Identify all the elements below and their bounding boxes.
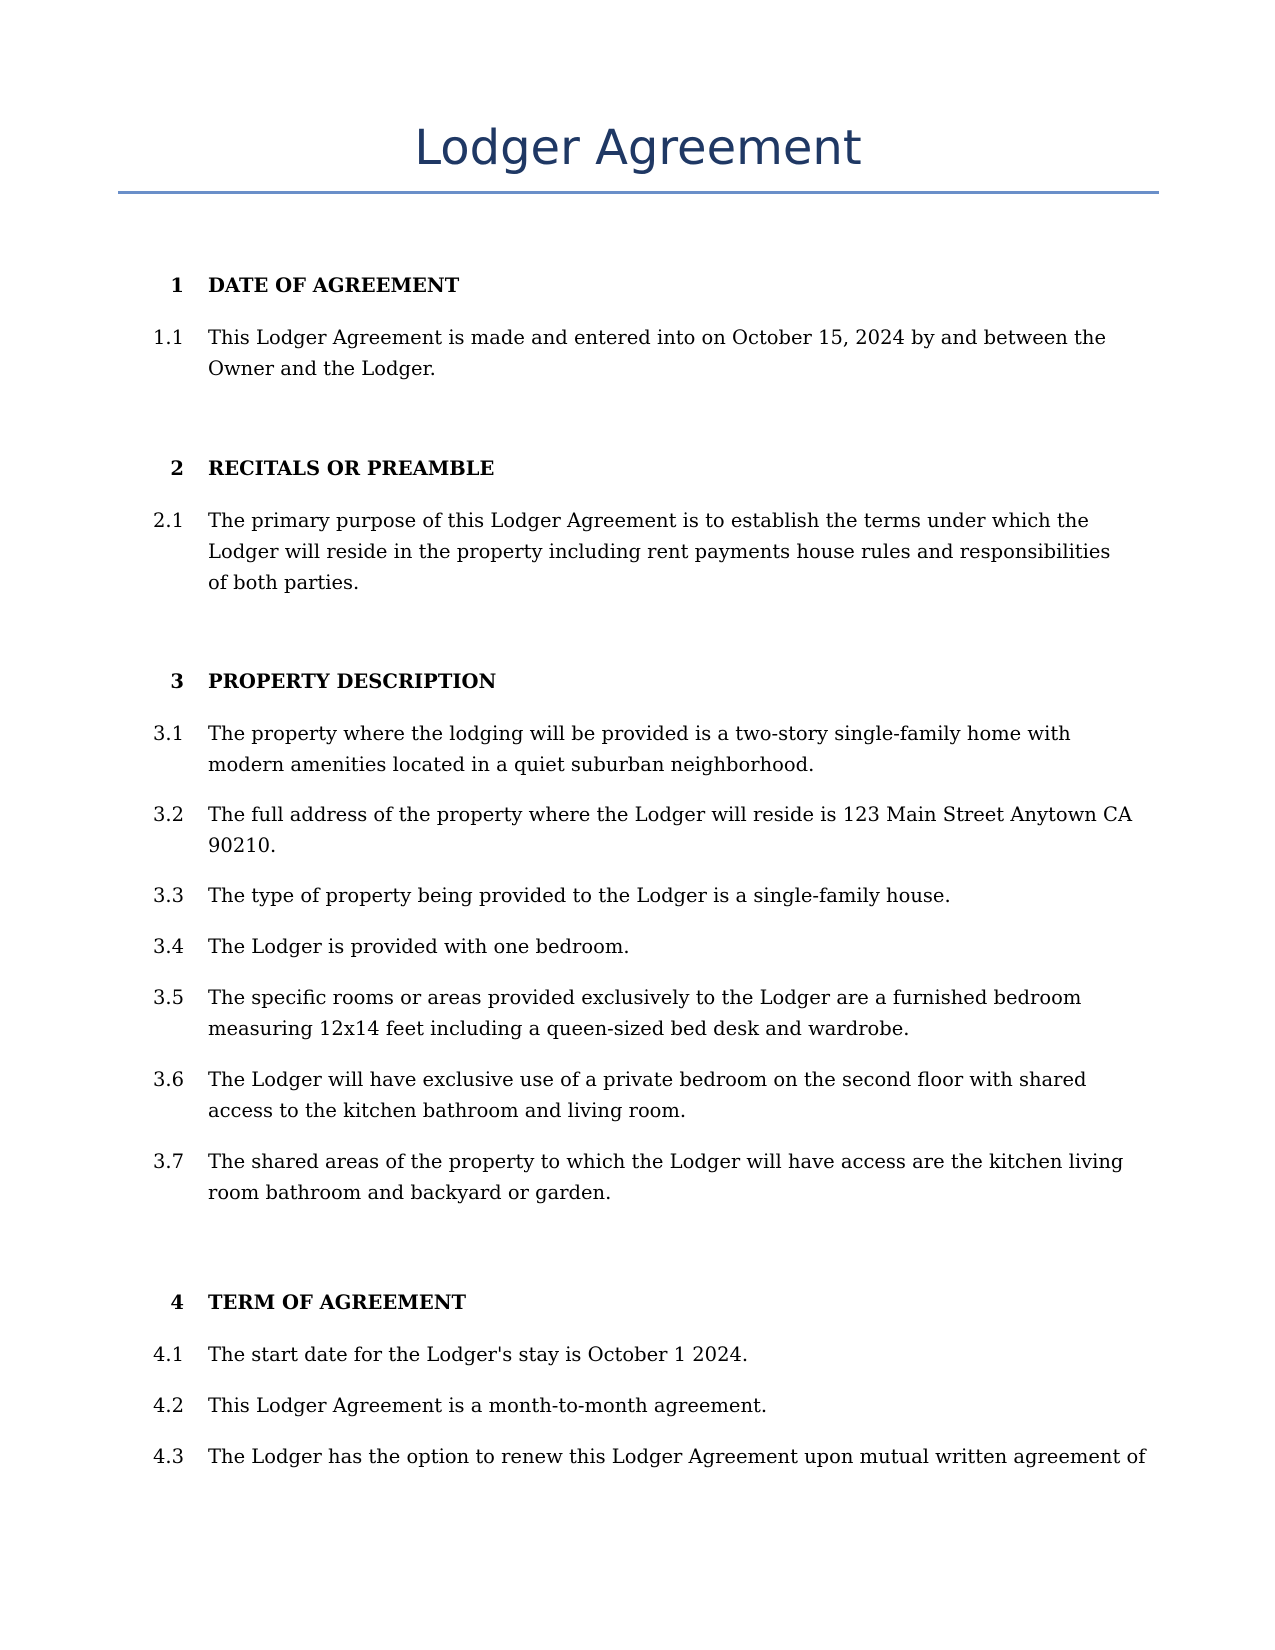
clause-text: The Lodger will have exclusive use of a private bedroom on the second floor with shared access to the kitchen bathroom and living room. bbox=[208, 1068, 1087, 1122]
clause-text: The full address of the property where the Lodger will reside is 123 Main Street Anytown CA 90210. bbox=[208, 803, 1133, 857]
section-number: 4 bbox=[170, 1291, 184, 1314]
clause-text: The shared areas of the property to which the Lodger will have access are the kitchen living room bathroom and backyard or garden. bbox=[208, 1150, 1124, 1204]
clause-number: 2.1 bbox=[152, 509, 184, 532]
section-title: TERM OF AGREEMENT bbox=[208, 1291, 467, 1314]
clause-number: 3.6 bbox=[152, 1068, 184, 1091]
clause-number: 3.7 bbox=[152, 1150, 184, 1173]
clause-text: The type of property being provided to the Lodger is a single-family house. bbox=[208, 884, 951, 907]
clause-number: 3.3 bbox=[152, 884, 184, 907]
clause-number: 4.3 bbox=[152, 1445, 184, 1468]
clause-number: 4.1 bbox=[152, 1343, 184, 1366]
section-title: RECITALS OR PREAMBLE bbox=[208, 457, 495, 480]
clause-text: The primary purpose of this Lodger Agreement is to establish the terms under which the Lodger will reside in the property including rent payments house rules and responsibilities of both parties. bbox=[208, 509, 1111, 594]
clause-number: 3.5 bbox=[152, 986, 184, 1009]
clause-number: 1.1 bbox=[152, 326, 184, 349]
document-title: Lodger Agreement bbox=[414, 120, 862, 176]
clause-text: The property where the lodging will be provided is a two-story single-family home with modern amenities located in a quiet suburban neighborhood. bbox=[208, 722, 1071, 776]
clause-number: 3.4 bbox=[152, 935, 184, 958]
clause-text: The Lodger is provided with one bedroom. bbox=[208, 935, 630, 958]
title-divider bbox=[118, 191, 1159, 194]
clause-text: The Lodger has the option to renew this Lodger Agreement upon mutual written agreement of bbox=[208, 1445, 1146, 1468]
section-number: 1 bbox=[170, 274, 184, 297]
section-number: 2 bbox=[170, 457, 184, 480]
clause-number: 3.1 bbox=[152, 722, 184, 745]
clause-text: The specific rooms or areas provided exclusively to the Lodger are a furnished bedroom measuring 12x14 feet including a queen-sized bed desk and wardrobe. bbox=[208, 986, 1082, 1040]
clause-number: 3.2 bbox=[152, 803, 184, 826]
section-title: DATE OF AGREEMENT bbox=[208, 274, 460, 297]
section-title: PROPERTY DESCRIPTION bbox=[208, 670, 497, 693]
clause-number: 4.2 bbox=[152, 1394, 184, 1417]
section-number: 3 bbox=[170, 670, 184, 693]
clause-text: The start date for the Lodger's stay is October 1 2024. bbox=[208, 1343, 749, 1366]
clause-text: This Lodger Agreement is a month-to-month agreement. bbox=[208, 1394, 768, 1417]
clause-text: This Lodger Agreement is made and entered into on October 15, 2024 by and between the Owner and the Lodger. bbox=[208, 326, 1106, 380]
